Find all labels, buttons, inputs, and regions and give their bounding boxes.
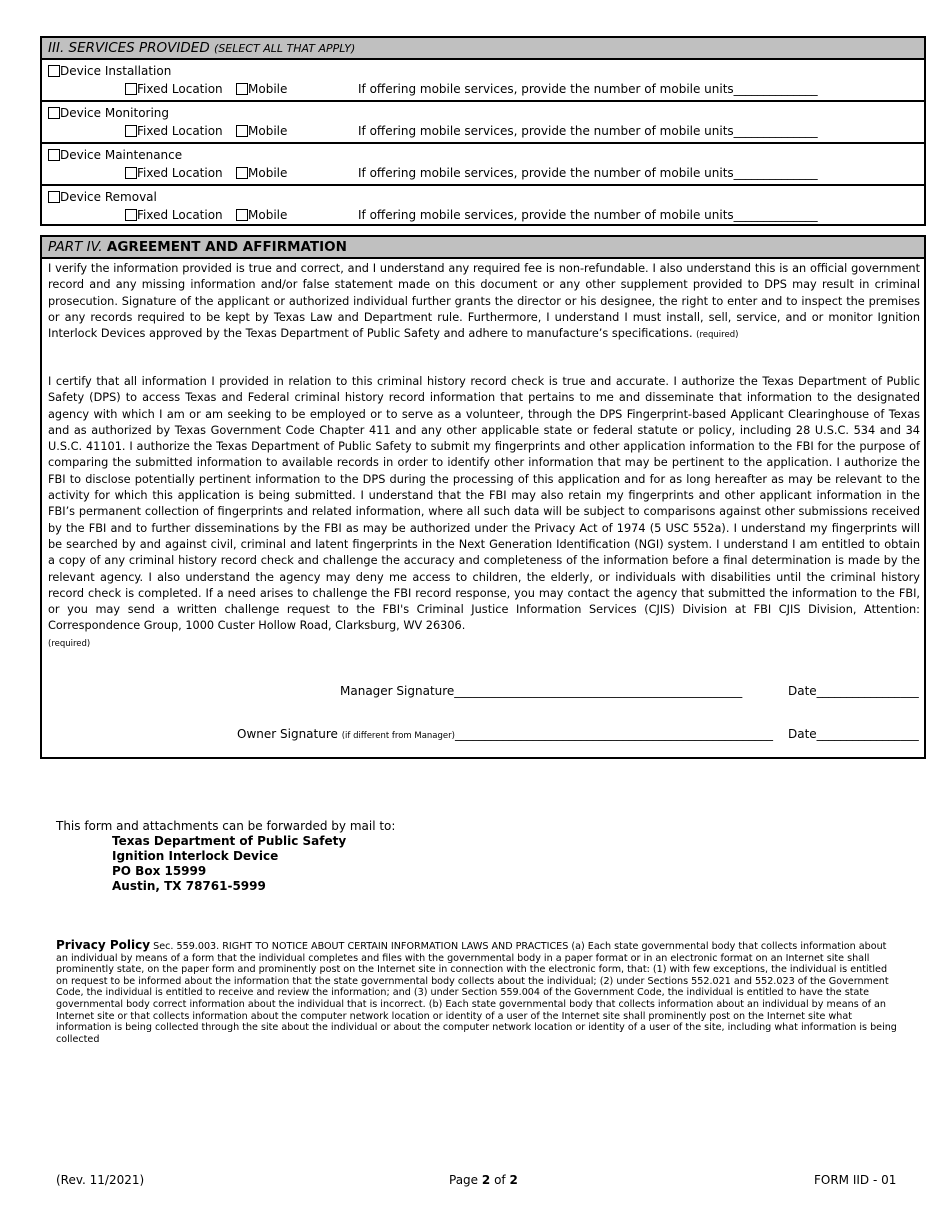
fixed-location-label: Fixed Location bbox=[137, 208, 223, 222]
agreement-header bbox=[42, 237, 924, 259]
service-row-installation bbox=[42, 60, 924, 102]
form-id: FORM IID - 01 bbox=[814, 1173, 897, 1187]
agreement-section bbox=[40, 235, 926, 759]
mailing-address-line2: Ignition Interlock Device bbox=[112, 849, 279, 863]
service-name: Device Maintenance bbox=[60, 148, 183, 162]
required-note: (required) bbox=[696, 330, 739, 341]
mobile-units-field[interactable]: If offering mobile services, provide the number of mobile units______________ bbox=[358, 208, 818, 222]
privacy-policy bbox=[56, 940, 898, 1045]
service-name: Device Removal bbox=[60, 190, 157, 204]
mobile-units-field[interactable]: If offering mobile services, provide the number of mobile units______________ bbox=[358, 124, 818, 138]
device-maintenance-checkbox[interactable] bbox=[48, 149, 60, 161]
fixed-location-label: Fixed Location bbox=[137, 166, 223, 180]
mailing-address-line1: Texas Department of Public Safety bbox=[112, 834, 347, 848]
required-note: (required) bbox=[48, 638, 91, 649]
service-name: Device Installation bbox=[60, 64, 172, 78]
services-header bbox=[42, 38, 924, 60]
device-installation-checkbox[interactable] bbox=[48, 65, 60, 77]
fixed-location-checkbox[interactable] bbox=[125, 209, 137, 221]
mailing-info bbox=[56, 819, 395, 894]
mobile-checkbox[interactable] bbox=[236, 209, 248, 221]
device-monitoring-checkbox[interactable] bbox=[48, 107, 60, 119]
criminal-history-paragraph: I certify that all information I provided in relation to this criminal history record check is true and accurate. I authorize the Texas Department of Public Safety (DPS) to access Texas and Federal criminal history record information that pertains to me and disseminate that information to the designated agency with which I am or am seeking to be employed or to serve as a volunteer, through the DPS Fingerprint-based Applicant Clearinghouse of Texas and as authorized by Texas Government Code Chapter 411 and any other applicable state or federal statute or policy, including 28 U.S.C. 534 and 34 U.S.C. 41101. I authorize the Texas Department of Public Safety to submit my fingerprints and other application information to the FBI for the purpose of comparing the submitted information to available records in order to identify other information that may be pertinent to the application. I authorize the FBI to disclose potentially pertinent information to the DPS during the processing of this application and for as long hereafter as may be relevant to the activity for which this application is being submitted. I understand that the FBI may also retain my fingerprints and other applicant information in the FBI’s permanent collection of fingerprints and related information, where all such data will be subject to comparisons against other submissions received by the FBI and to further disseminations by the FBI as may be authorized under the Privacy Act of 1974 (5 USC 552a). I understand my fingerprints will be searched by and against civil, criminal and latent fingerprints in the Next Generation Identification (NGI) system. I understand I am entitled to obtain a copy of any criminal history record check and challenge the accuracy and completeness of the information before a final determination is made by the relevant agency. I also understand the agency may deny me access to children, the elderly, or individuals with disabilities until the criminal history record check is completed. If a need arises to challenge the FBI record response, you may contact the agency that submitted the information to the FBI, or you may send a written challenge request to the FBI's Criminal Justice Information Services (CJIS) Division at FBI CJIS Division, Attention: Correspondence Group, 1000 Custer Hollow Road, Clarksburg, WV 26306. (required) bbox=[48, 375, 920, 649]
agreement-title: AGREEMENT AND AFFIRMATION bbox=[106, 239, 347, 255]
mobile-checkbox[interactable] bbox=[236, 167, 248, 179]
service-name: Device Monitoring bbox=[60, 106, 170, 120]
mailing-intro: This form and attachments can be forwarded by mail to: bbox=[56, 819, 396, 833]
owner-signature-note: (if different from Manager) bbox=[341, 731, 455, 741]
fixed-location-checkbox[interactable] bbox=[125, 125, 137, 137]
service-row-monitoring bbox=[42, 102, 924, 144]
fixed-location-checkbox[interactable] bbox=[125, 83, 137, 95]
mobile-units-field[interactable]: If offering mobile services, provide the number of mobile units______________ bbox=[358, 82, 818, 96]
services-provided-section bbox=[40, 36, 926, 226]
revision-label: (Rev. 11/2021) bbox=[56, 1173, 145, 1187]
affirmation-paragraph: I verify the information provided is true and correct, and I understand any required fee is non-refundable. I also understand this is an official government record and any missing information and/or false statement made on this document or any other supplement provided to DPS may result in criminal prosecution. Signature of the applicant or authorized individual further grants the director or his designee, the right to enter and to inspect the premises or any records required to be kept by Texas Law and Department rule. Furthermore, I understand I must install, sell, service, and or monitor Ignition Interlock Devices approved by the Texas Department of Public Safety and adhere to manufacture’s specifications. (required) bbox=[48, 262, 920, 341]
agreement-part-label: PART IV. bbox=[48, 239, 103, 255]
owner-date-field[interactable]: Date_________________ bbox=[788, 727, 919, 741]
manager-signature-line[interactable]: Manager Signature________________________________________________ bbox=[340, 684, 743, 698]
mobile-units-field[interactable]: If offering mobile services, provide the number of mobile units______________ bbox=[358, 166, 818, 180]
mobile-label: Mobile bbox=[248, 166, 288, 180]
fixed-location-label: Fixed Location bbox=[137, 124, 223, 138]
service-row-removal bbox=[42, 186, 924, 226]
privacy-policy-text: Sec. 559.003. RIGHT TO NOTICE ABOUT CERTAIN INFORMATION LAWS AND PRACTICES (a) Each state governmental body that collects information about an individual by means of a form that the individual completes and files with the governmental body in a paper format or in an electronic format on an Internet site shall prominently state, on the paper form and prominently post on the Internet site in connection with the electronic form, that: (1) with few exceptions, the individual is entitled on request to be informed about the information that the state governmental body collects about the individual; (2) under Sections 552.021 and 552.023 of the Government Code, the individual is entitled to receive and review the information; and (3) under Section 559.004 of the Government Code, the individual is entitled to have the state governmental body correct information about the individual that is incorrect. (b) Each state governmental body that collects information about an individual by means of an Internet site or that collects information about the computer network location or identity of a user of the Internet site shall prominently post on the Internet site what information is being collected through the site about the individual or about the computer network location or identity of a user of the site, including what information is being collected bbox=[56, 941, 897, 1045]
fixed-location-checkbox[interactable] bbox=[125, 167, 137, 179]
fixed-location-label: Fixed Location bbox=[137, 82, 223, 96]
mobile-label: Mobile bbox=[248, 82, 288, 96]
privacy-policy-label: Privacy Policy bbox=[56, 938, 151, 952]
services-subtitle: (SELECT ALL THAT APPLY) bbox=[214, 42, 356, 55]
page-number: Page 2 of 2 bbox=[449, 1173, 518, 1187]
owner-signature-line[interactable]: Owner Signature (if different from Manager)_____________________________________________________ bbox=[237, 727, 773, 741]
services-title: III. SERVICES PROVIDED bbox=[48, 40, 210, 56]
mailing-address-line4: Austin, TX 78761-5999 bbox=[112, 879, 266, 893]
mobile-label: Mobile bbox=[248, 208, 288, 222]
service-row-maintenance bbox=[42, 144, 924, 186]
mobile-label: Mobile bbox=[248, 124, 288, 138]
mobile-checkbox[interactable] bbox=[236, 83, 248, 95]
mobile-checkbox[interactable] bbox=[236, 125, 248, 137]
device-removal-checkbox[interactable] bbox=[48, 191, 60, 203]
manager-date-field[interactable]: Date_________________ bbox=[788, 684, 919, 698]
mailing-address-line3: PO Box 15999 bbox=[112, 864, 207, 878]
